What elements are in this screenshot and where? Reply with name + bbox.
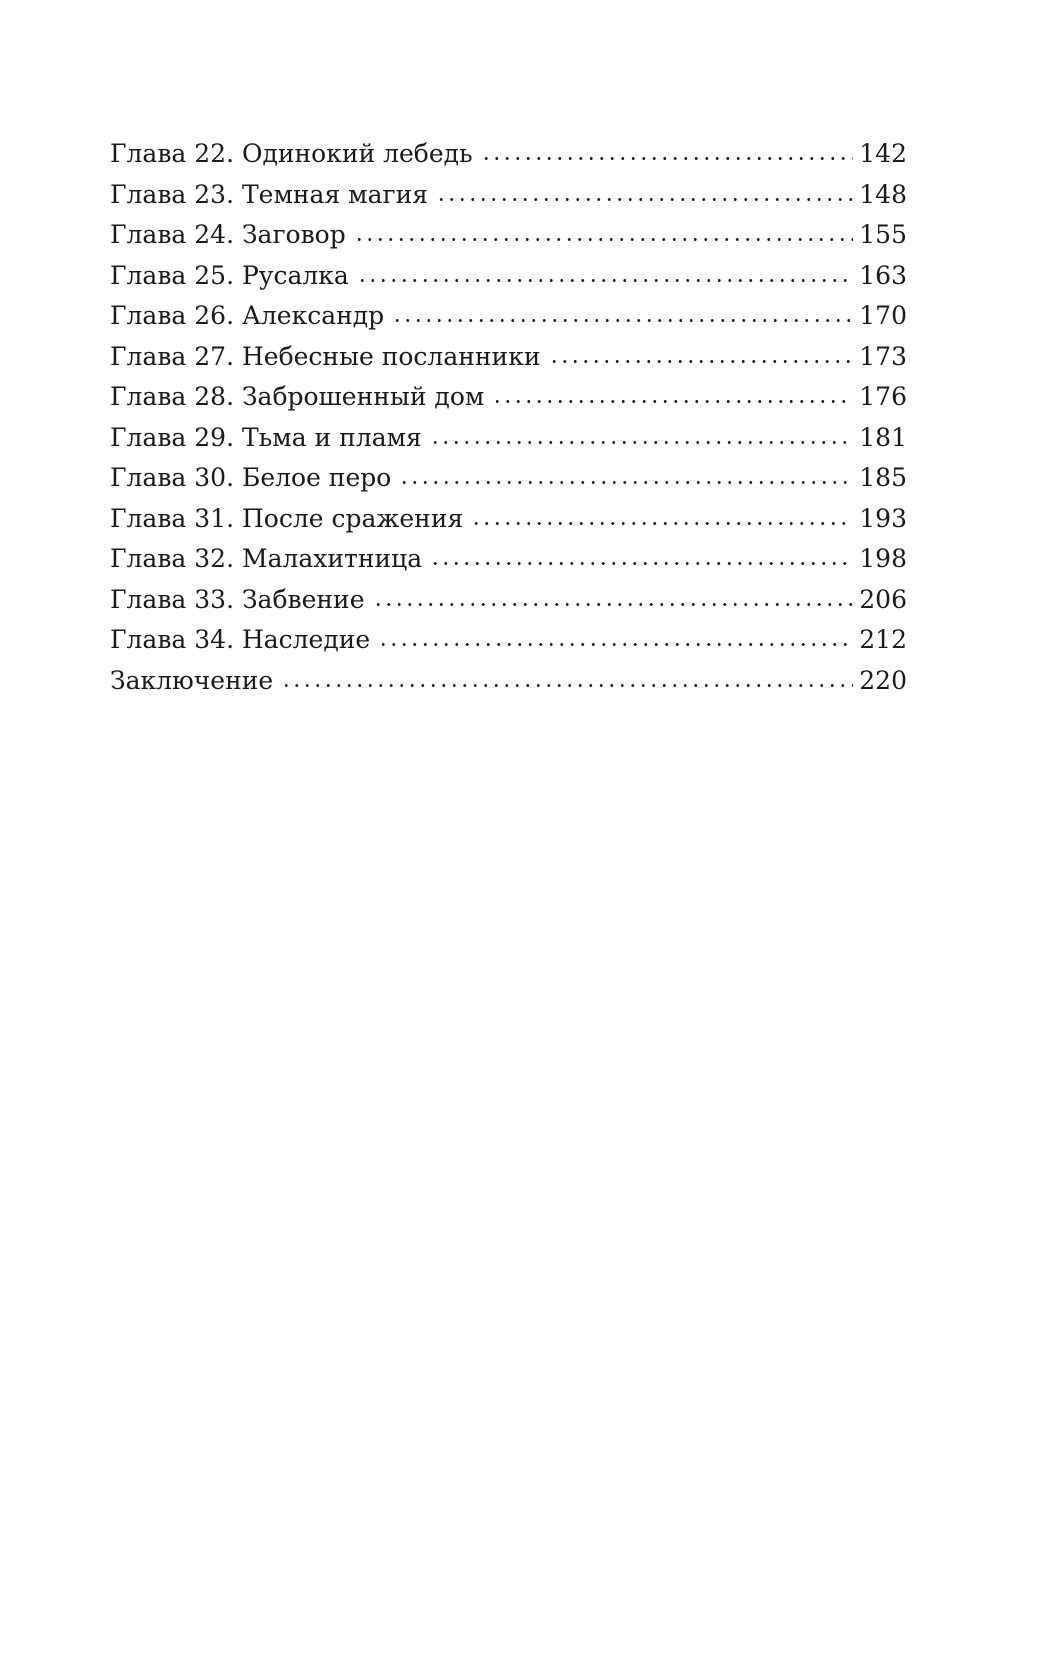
toc-entry-page: 220: [859, 665, 907, 695]
toc-entry: [110, 134, 907, 175]
toc-entry: [110, 175, 907, 216]
dot-leader: [378, 623, 853, 648]
toc-entry-title: Глава 26. Александр: [110, 301, 385, 330]
toc-entry-title: Глава 28. Заброшенный дом: [110, 382, 485, 411]
dot-leader: [436, 178, 853, 203]
dot-leader: [281, 664, 853, 689]
dot-leader: [354, 218, 854, 243]
toc-entry: [110, 620, 907, 661]
toc-entry-page: 148: [859, 179, 907, 209]
toc-entry: [110, 458, 907, 499]
toc-entry-title: Глава 22. Одинокий лебедь: [110, 139, 473, 168]
toc-entry-title: Глава 34. Наследие: [110, 625, 371, 654]
toc-entry-page: 185: [859, 463, 907, 492]
dot-leader: [471, 502, 853, 527]
toc-entry-page: 163: [859, 260, 907, 290]
toc-entry: [110, 539, 907, 580]
dot-leader: [392, 299, 853, 324]
dot-leader: [399, 461, 853, 486]
toc-entry-page: 142: [859, 139, 907, 168]
toc-entry-title: Глава 23. Темная магия: [110, 179, 429, 209]
toc-entry: [110, 377, 907, 418]
toc-entry-title: Глава 24. Заговор: [110, 220, 346, 249]
dot-leader: [430, 542, 853, 567]
toc-entry-page: 206: [859, 584, 907, 614]
toc-entry: [110, 256, 907, 297]
dot-leader: [430, 421, 853, 446]
toc-entry-page: 212: [859, 625, 907, 654]
toc-entry-page: 170: [859, 301, 907, 330]
toc-entry-title: Глава 32. Малахитница: [110, 544, 423, 573]
dot-leader: [549, 340, 854, 365]
toc-entry: [110, 215, 907, 256]
toc-entry-page: 155: [859, 220, 907, 249]
toc-entry-title: Глава 33. Забвение: [110, 584, 365, 614]
toc-entry-title: Глава 31. После сражения: [110, 503, 464, 533]
toc-entry-title: Глава 25. Русалка: [110, 260, 349, 290]
toc-entry: [110, 337, 907, 378]
toc-entry-title: Глава 29. Тьма и пламя: [110, 422, 422, 452]
dot-leader: [373, 583, 854, 608]
toc-entry-title: Глава 27. Небесные посланники: [110, 341, 541, 371]
toc-entry: [110, 580, 907, 621]
toc-entry: [110, 661, 907, 702]
dot-leader: [357, 259, 853, 284]
toc-entry: [110, 418, 907, 459]
toc-entry-page: 176: [859, 382, 907, 411]
toc-entry: [110, 296, 907, 337]
dot-leader: [492, 380, 853, 405]
toc-entry-page: 193: [859, 503, 907, 533]
toc-entry-title: Заключение: [110, 665, 274, 695]
toc-entry-page: 181: [859, 422, 907, 452]
table-of-contents: [110, 134, 907, 701]
toc-entry: [110, 499, 907, 540]
toc-entry-title: Глава 30. Белое перо: [110, 463, 392, 492]
dot-leader: [481, 137, 854, 162]
toc-entry-page: 198: [859, 544, 907, 573]
toc-entry-page: 173: [859, 341, 907, 371]
